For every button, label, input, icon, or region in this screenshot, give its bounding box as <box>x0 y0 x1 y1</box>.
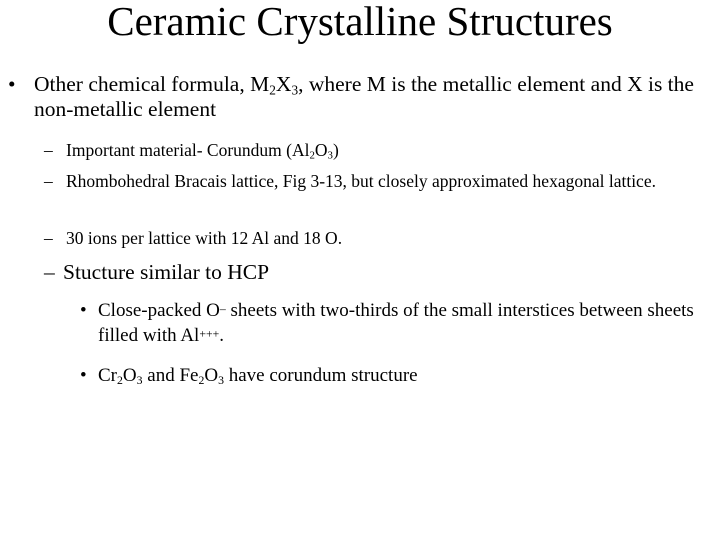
bullet-text: 30 ions per lattice with 12 Al and 18 O. <box>66 228 343 248</box>
bullet-marker: • <box>80 300 87 321</box>
bullet-cr-fe <box>80 363 720 388</box>
bullet-marker: • <box>80 365 87 386</box>
bullet-marker: • <box>8 72 16 96</box>
bullet-text: Rhombohedral Bracais lattice, Fig 3-13, but closely approximated hexagonal lattice. <box>66 171 656 191</box>
bullet-text: Stucture similar to HCP <box>63 260 270 284</box>
bullet-marker: – <box>44 228 53 248</box>
bullet-text: Important material- Corundum $(Al_2O_3)$ <box>66 140 339 162</box>
bullet-lattice <box>44 170 714 192</box>
bullet-marker: – <box>44 171 53 191</box>
bullet-hcp <box>44 260 714 285</box>
bullet-text: Other chemical formula, $M_2X_3$, where M is the metallic element and X is the non-metallic element <box>34 72 694 121</box>
bullet-text: $Cr_2O_3$ and $Fe_2O_3$ have corundum structure <box>98 365 418 387</box>
slide-title: Ceramic Crystalline Structures <box>107 0 613 44</box>
bullet-marker: – <box>44 260 55 284</box>
bullet-close-packed <box>80 298 720 348</box>
bullet-text: Close-packed O– sheets with two-thirds of the small interstices between sheets filled with Al+++. <box>98 300 694 346</box>
bullet-formula <box>8 72 708 122</box>
bullet-ions <box>44 227 714 249</box>
bullet-corundum <box>44 139 714 161</box>
bullet-marker: – <box>44 140 53 160</box>
